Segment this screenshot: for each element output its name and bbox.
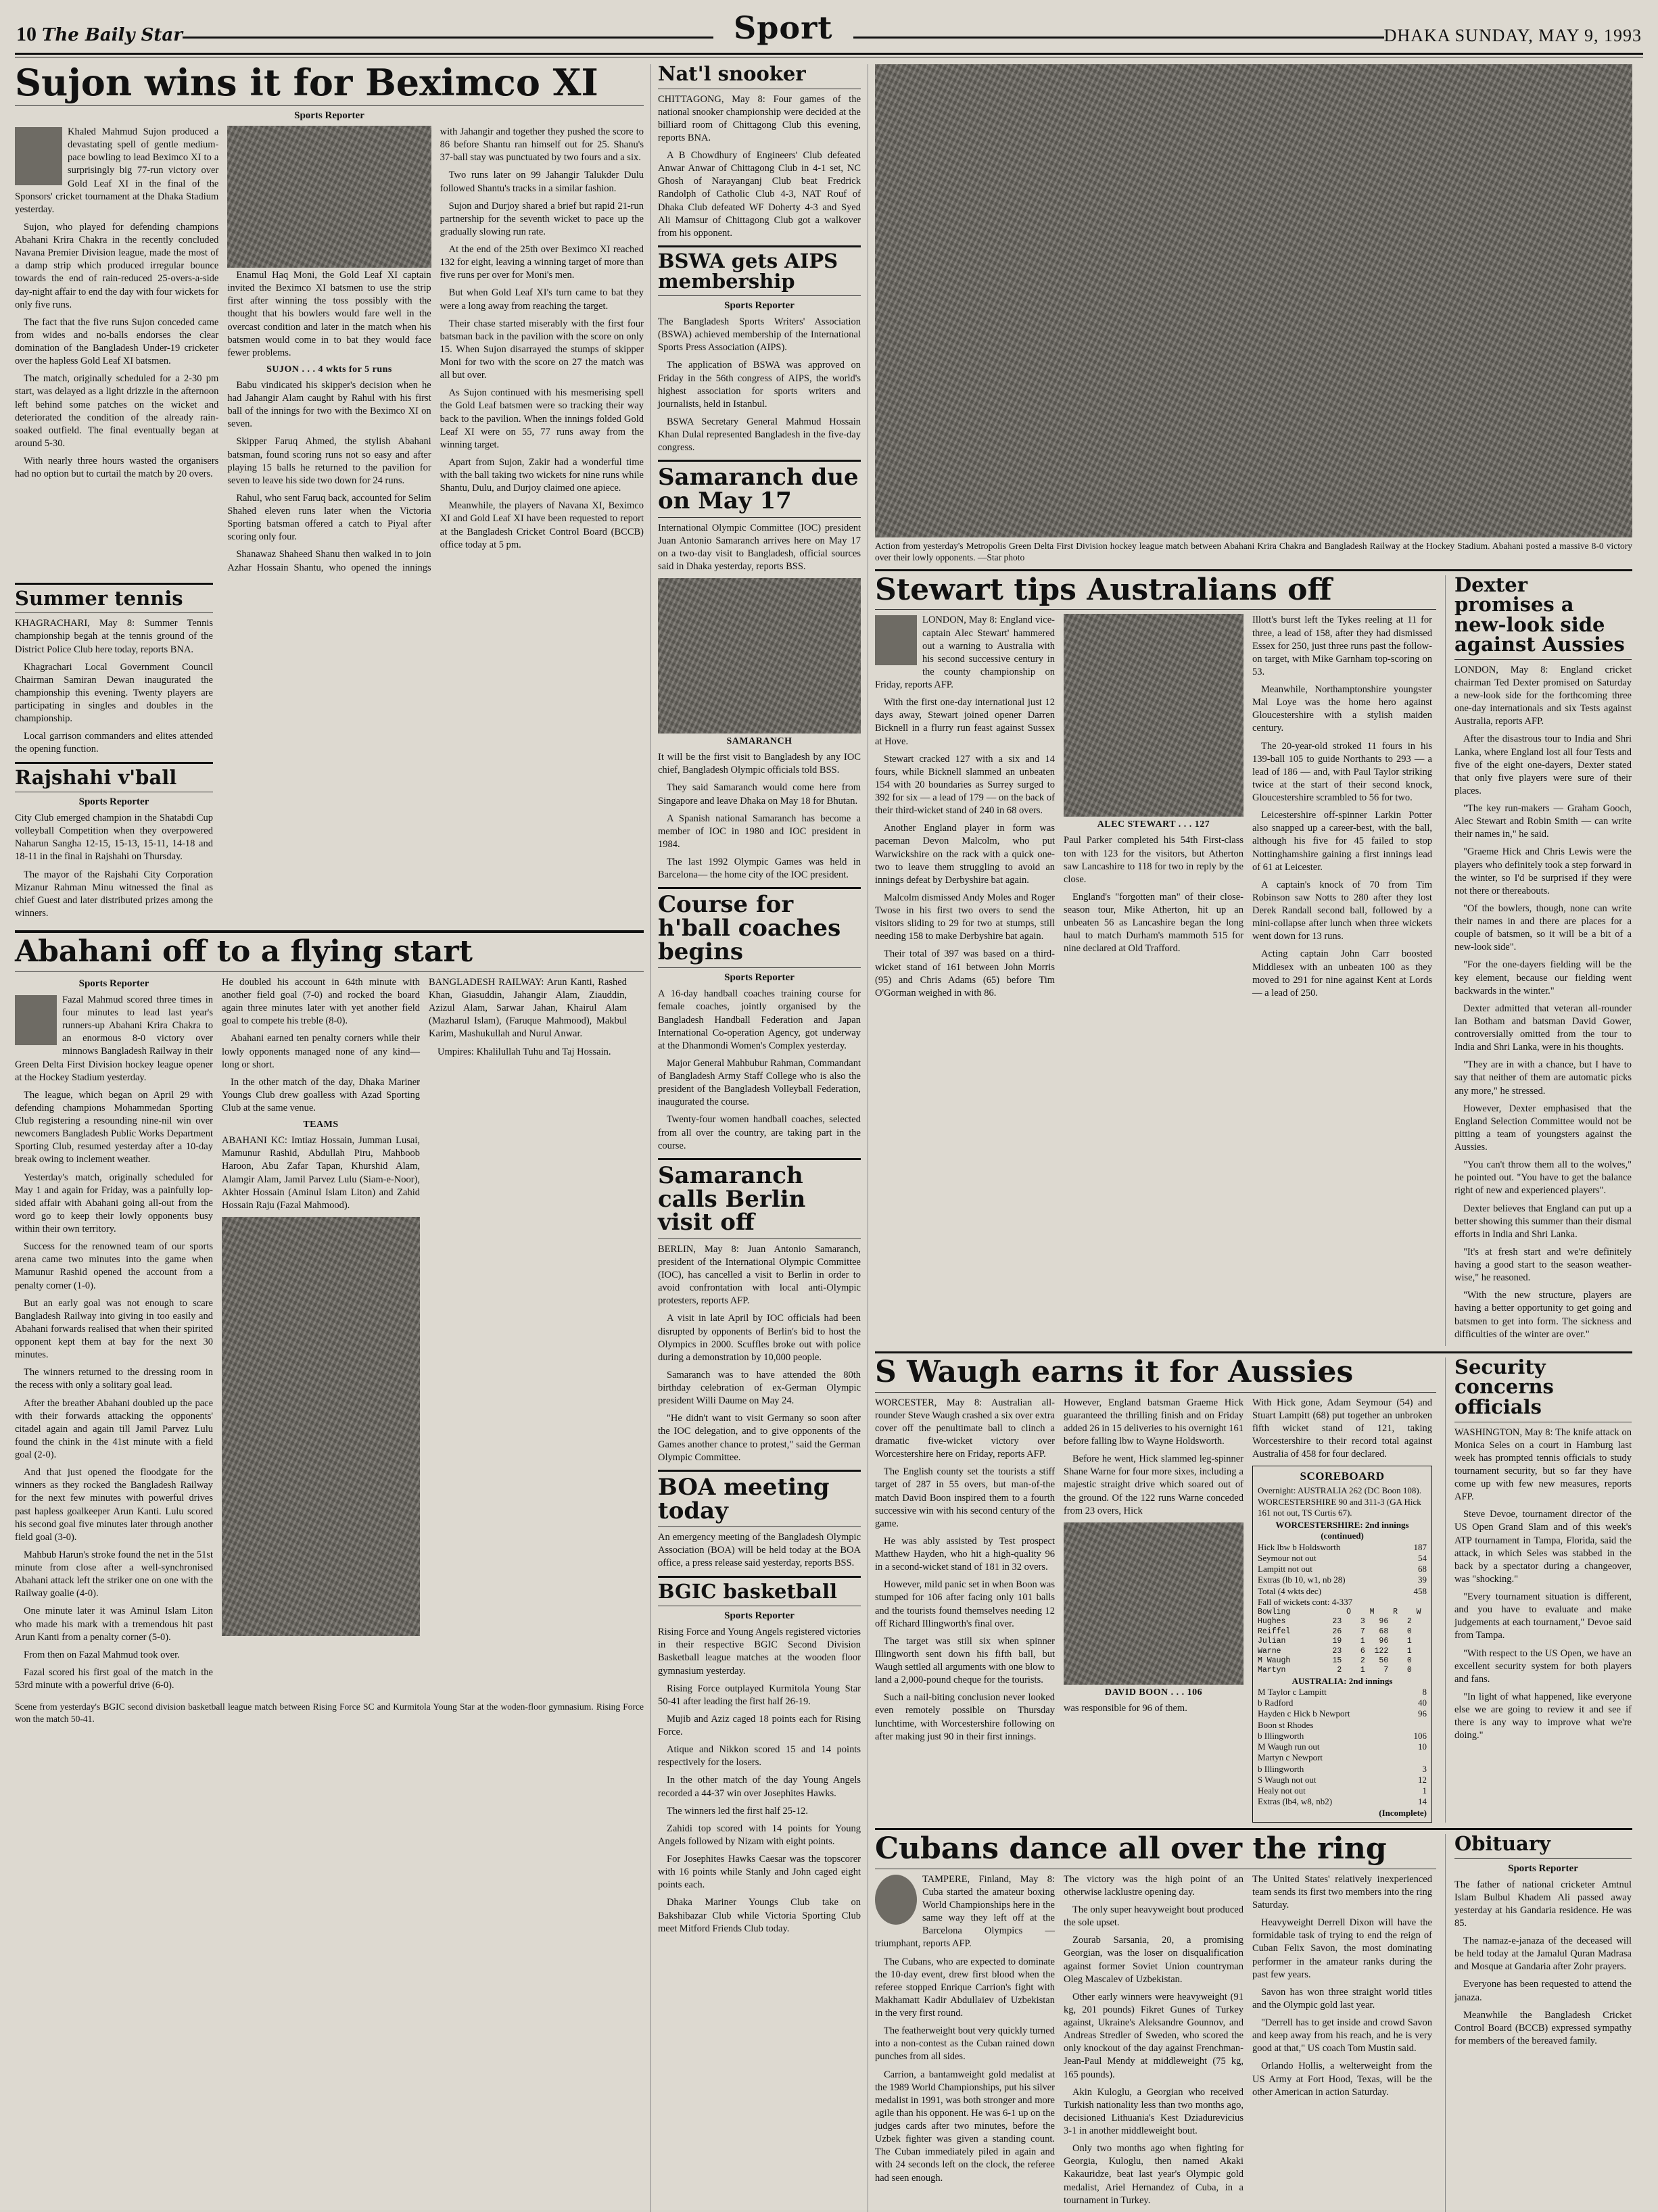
- abahani-byline: Sports Reporter: [78, 978, 149, 989]
- batting-name: Seymour not out: [1258, 1552, 1317, 1563]
- paragraph: Rising Force outplayed Kurmitola Young Star 50-41 after leading the first half 26-19.: [658, 1683, 861, 1707]
- paragraph: Meanwhile, the players of Navana XI, Beximco XI and Gold Leaf XI have been requested to report at the Bangladesh Cricket Control Board (BCCB) office today at 5 pm.: [440, 500, 644, 550]
- paragraph: BSWA Secretary General Mahmud Hossain Khan Dulal represented Bangladesh in the five-day congress.: [658, 416, 861, 454]
- dexter-headline: Dexter promises a new-look side against Aussies: [1454, 573, 1625, 656]
- hball-headline: Course for h'ball coaches begins: [658, 891, 841, 965]
- paragraph: Stewart cracked 127 with a six and 14 fours, while Bicknell slammed an unbeaten 154 with 20 boundaries as Surrey surged to 392 for six — a lead of 179 — on the back of their third-wicket stand of 240 in 68 overs.: [875, 753, 1055, 817]
- dexter-column: [1454, 575, 1632, 1346]
- basketball-photo-caption: Scene from yesterday's BGIC second division basketball league match between Rising Force SC and Kurmitola Young Star at the woden-floor gymnasium. Rising Force won the match 50-41.: [15, 1702, 644, 1724]
- section-title: Sport: [734, 9, 833, 46]
- bswa-headline: BSWA gets AIPS membership: [658, 249, 838, 293]
- paragraph: "With the new structure, players are having a better opportunity to get going and batsmen to get into form. The sickness and difficulties of the winter are over.": [1454, 1290, 1632, 1340]
- fall-of-wickets: Fall of wickets cont: 4-337: [1258, 1596, 1353, 1607]
- paragraph: For Josephites Hawks Caesar was the topscorer with 16 points while Stanly and John caged eight points each.: [658, 1854, 861, 1891]
- paragraph: The father of national cricketer Amtnul Islam Bulbul Khadem Ali passed away yesterday at his Gandaria residence. He was 85.: [1454, 1879, 1632, 1929]
- paragraph: Acting captain John Carr boosted Middlesex with an unbeaten 100 as they moved to 291 for nine against Kent at Lords — a lead of 250.: [1252, 948, 1432, 999]
- paragraph: "Every tournament situation is different, and you have to evaluate and make judgements at each tournament," Devoe said from Tampa.: [1454, 1591, 1632, 1641]
- paragraph: WASHINGTON, May 8: The knife attack on Monica Seles on a court in Hamburg last week has prompted tennis officials to study tournament security, but so far they have come up with few new measures, reports AFP.: [1454, 1426, 1632, 1503]
- paper-name: The Baily Star: [42, 25, 183, 45]
- paragraph: The target was still six when spinner Illingworth sent down his fifth ball, but Waugh settled all arguments with one blow to land a 2,000-pound cheque for the tourists.: [875, 1635, 1055, 1686]
- masthead-left: [16, 23, 183, 46]
- cubans-headline: Cubans dance all over the ring: [875, 1831, 1387, 1866]
- paragraph: Atique and Nikkon scored 15 and 14 points respectively for the losers.: [658, 1744, 861, 1769]
- paragraph: A visit in late April by IOC officials had been disrupted by opponents of Berlin's bid to host the Olympics in 2000. Scuffles broke out with police during a demonstration by 10,000 people.: [658, 1313, 861, 1363]
- column-4: [658, 64, 861, 2212]
- batting-name: Healy not out: [1258, 1785, 1306, 1796]
- paragraph: A Spanish national Samaranch has become a member of IOC in 1980 and IOC president in 1984.: [658, 813, 861, 850]
- batting-score: [1423, 1720, 1427, 1731]
- paragraph: The league, which began on April 29 with defending champions Mohammedan Sporting Club registering a resounding nine-nil win over newcomers Bangladesh Public Works Department Sporting Club, resumed yesterday after a 10-day break owing to inclement weather.: [15, 1089, 213, 1165]
- scoreboard-total: (Incomplete): [1379, 1807, 1427, 1818]
- paragraph: Before he went, Hick slammed leg-spinner Shane Warne for four more sixes, including a majestic straight drive which soared out of the ground. Of the 122 runs Warne conceded from 23 overs, Hick: [1064, 1453, 1244, 1516]
- basketball-photo: [222, 1217, 420, 1636]
- paragraph: The Bangladesh Sports Writers' Association (BSWA) achieved membership of the International Sports Press Association (AIPS).: [658, 316, 861, 354]
- paragraph: The only super heavyweight bout produced the sole upset.: [1064, 1904, 1244, 1929]
- paragraph: Rising Force and Young Angels registered victories in their respective BGIC Second Division Basketball league matches at the wooden floor gymnasium yesterday.: [658, 1627, 861, 1677]
- aus-innings-header: AUSTRALIA: 2nd innings: [1292, 1675, 1393, 1686]
- paragraph: Babu vindicated his skipper's decision when he had Jahangir Alam caught by Rahul with his first ball of the innings for two with the Beximco XI on seven.: [227, 379, 431, 430]
- masthead: [0, 0, 1658, 50]
- paragraph: After the breather Abahani doubled up the pace with their forwards attacking the opponents' citadel again and again till Jamil Parvez Lulu found the chink in the 41st minute with a field goal (2-0).: [15, 1397, 213, 1461]
- paragraph: However, Dexter emphasised that the England Selection Committee would not be pitting a team of youngsters against the Aussies.: [1454, 1103, 1632, 1153]
- stewart-headline: Stewart tips Australians off: [875, 572, 1332, 607]
- stewart-photo-caption: ALEC STEWART . . . 127: [1097, 819, 1210, 830]
- paragraph: But an early goal was not enough to scare Bangladesh Railway into giving in too easily and Abahani forwards realised that when their spirited opponent kept them at bay for the next 30 minutes.: [15, 1297, 213, 1361]
- batting-name: b Radford: [1258, 1698, 1294, 1708]
- paragraph: "They are in with a chance, but I have to say that neither of them are automatic picks any more," he stressed.: [1454, 1059, 1632, 1097]
- abahani-headline: Abahani off to a flying start: [15, 934, 473, 969]
- batting-score: 3: [1422, 1763, 1427, 1774]
- paragraph: WORCESTER, May 8: Australian all-rounder Steve Waugh crashed a six over extra cover off the penultimate ball to clinch a dramatic five-wicket victory over Worcestershire here on Friday, reports AFP.: [875, 1397, 1055, 1460]
- paragraph: It will be the first visit to Bangladesh by any IOC chief, Bangladesh Olympic officials told BSS.: [658, 752, 861, 776]
- swaugh-headline: S Waugh earns it for Aussies: [875, 1354, 1354, 1389]
- samaranch-due-headline: Samaranch due on May 17: [658, 464, 859, 515]
- paragraph: With the first one-day international just 12 days away, Stewart joined opener Darren Bicknell in a flurry run feast against Sussex at Hove.: [875, 697, 1055, 747]
- paragraph: Zourab Sarsania, 20, a promising Georgian, was the loser on disqualification against former Soviet Union countryman Oleg Mascalev of Uzbekistan.: [1064, 1935, 1244, 1985]
- paragraph: "He didn't want to visit Germany so soon after the IOC delegation, and to give opponents of the Games another chance to protest," said the German Olympic Committee.: [658, 1413, 861, 1463]
- paragraph: Another England player in form was paceman Devon Malcolm, who put Warwickshire on the rack with a quick one-two to leave them struggling to avoid an innings defeat by Derbyshire bat again.: [875, 823, 1055, 886]
- masthead-rule: [15, 53, 1643, 55]
- paragraph: Two runs later on 99 Jahangir Talukder Dulu followed Shantu's tracks in a similar fashion.: [440, 170, 644, 194]
- samaranch-berlin-headline: Samaranch calls Berlin visit off: [658, 1161, 806, 1236]
- paragraph: Carrion, a bantamweight gold medalist at the 1989 World Championships, put his silver medalist in 1991, was both stronger and more agile than his opponent. He was 6-1 up on the judges cards after two minutes, before the Uzbek fighter was given a standing count. The Cuban immediately piled in again and with 24 seconds left on the clock, the referee had seen enough.: [875, 2069, 1055, 2184]
- paragraph: Dhaka Mariner Youngs Club take on Bakshibazar Club while Victoria Sporting Club meet Mitford Friends Club today.: [658, 1897, 861, 1934]
- page-number: 10: [16, 23, 37, 45]
- paragraph: In the other match of the day Young Angels recorded a 44-37 win over Josephites Hawks.: [658, 1775, 861, 1799]
- paragraph: City Club emerged champion in the Shatabdi Cup volleyball Competition when they overpowered Naharun Sangha 12-15, 15-13, 15-11, 14-18 and 18-11 in the final in Rajshahi on Thursday.: [15, 813, 213, 863]
- sujon-photo-caption: SUJON . . . 4 wkts for 5 runs: [266, 364, 392, 375]
- team-list: BANGLADESH RAILWAY: Arun Kanti, Rashed Khan, Giasuddin, Jahangir Alam, Ziauddin, Azizul Alam, Sarwar Jahan, Khairul Alam (Mazharul Islam), (Faruque Mahmood), Makbul Karim, Mashukullah and Nurul Anwar.: [429, 976, 627, 1040]
- paragraph: Yesterday's match, originally scheduled for May 1 and again for Friday, was a painfully lop-sided affair with Abahani going all-out from the word go to keep their lowly opponents busy within their own territory.: [15, 1172, 213, 1235]
- paragraph: Dexter admitted that veteran all-rounder Ian Botham and batsman David Gower, controversially omitted from the tour to India and Shri Lanka, were in his thoughts.: [1454, 1003, 1632, 1053]
- paragraph: However, mild panic set in when Boon was stumped for 106 after facing only 101 balls and the tourists found themselves needing 12 off Richard Illingworth's final over.: [875, 1579, 1055, 1629]
- paragraph: Mujib and Aziz caged 18 points each for Rising Force.: [658, 1713, 861, 1738]
- paragraph: Khaled Mahmud Sujon produced a devastating spell of gentle medium-pace bowling to lead Beximco XI to a surprisingly big 77-run victory over Gold Leaf XI in the final of the Sponsors' cricket tournament at the Dhaka Stadium yesterday.: [15, 126, 219, 215]
- batting-name: Boon st Rhodes: [1258, 1719, 1314, 1730]
- paragraph: The Cubans, who are expected to dominate the 10-day event, drew first blood when the referee stopped Enrique Carrion's fight with Makhamatt Kadir Abdullaiev of Uzbekistan in the very first round.: [875, 1956, 1055, 2019]
- batting-score: 8: [1422, 1686, 1427, 1697]
- hockey-photo: [875, 64, 1632, 537]
- paragraph: KHAGRACHARI, May 8: Summer Tennis championship begah at the tennis ground of the District Police Club here today, reports BNA.: [15, 618, 213, 655]
- bgic-headline: BGIC basketball: [658, 1579, 837, 1603]
- batting-name: M Taylor c Lampitt: [1258, 1686, 1327, 1697]
- paragraph: The featherweight bout very quickly turned into a non-contest as the Cuban rained down punches from all sides.: [875, 2025, 1055, 2063]
- paragraph: "Derrell has to get inside and crowd Savon and keep away from his reach, and he is very good at that," US coach Tom Mustin said.: [1252, 2017, 1432, 2054]
- sujon-body: [15, 126, 644, 575]
- paragraph: Malcolm dismissed Andy Moles and Roger Twose in his first two overs to send the visitors sliding to 29 for two at stumps, still needing 158 to make Derbyshire bat again.: [875, 892, 1055, 942]
- sujon-photo: [227, 126, 431, 268]
- scoreboard: [1252, 1466, 1432, 1823]
- rajshahi-headline: Rajshahi v'ball: [15, 765, 177, 789]
- batting-score: 40: [1418, 1698, 1427, 1708]
- dateline: DHAKA SUNDAY, MAY 9, 1993: [1383, 26, 1642, 45]
- batting-score: 106: [1413, 1730, 1427, 1741]
- paragraph: And that just opened the floodgate for the winners as they rocked the Bangladesh Railway for the next few minutes with powerful drives past hapless goalkeeper Arun Kanti. Lulu scored his second goal five minutes later through another field goal (3-0).: [15, 1467, 213, 1543]
- right-block: [875, 64, 1632, 2212]
- security-headline: Security concerns officials: [1454, 1355, 1554, 1418]
- paragraph: Only two months ago when fighting for Georgia, Kuloglu, then named Akaki Kakauridze, beat last year's Olympic gold medalist, Ariel Hernandez of Cuba, in a tournament in Turkey.: [1064, 2143, 1244, 2206]
- paragraph: Akin Kuloglu, a Georgian who received Turkish nationality less than two months ago, decisioned Lithuania's Kest Dziadurevicius 3-1 in another middleweight bout.: [1064, 2086, 1244, 2137]
- paragraph: Enamul Haq Moni, the Gold Leaf XI captain invited the Beximco XI batsmen to use the strip first after winning the toss possibly with the thought that his bowlers would fare well in the overcast condition and later in the match when his batsmen would come in to bat they would face fewer problems.: [227, 270, 431, 358]
- paragraph: The English county set the tourists a stiff target of 287 in 55 overs, but man-of-the match David Boon inspired them to a fourth successive win with his second century of the game.: [875, 1466, 1055, 1529]
- stewart-photo: [1064, 614, 1244, 817]
- paragraph: One minute later it was Aminul Islam Liton who made his mark with a tremendous hit past Arun Kanti from a penalty corner (5-0).: [15, 1606, 213, 1643]
- obituary-column: [1454, 1831, 1632, 2212]
- sujon-headline: Sujon wins it for Beximco XI: [15, 61, 598, 104]
- bowling-row: Warne 23 6 122 1: [1258, 1646, 1412, 1656]
- paragraph: Major General Mahbubur Rahman, Commandant of Bangladesh Army Staff College who is also the president of the Bangladesh Volleyball Federation, inaugurated the course.: [658, 1057, 861, 1108]
- cricket-bat-icon: [875, 615, 917, 665]
- paragraph: The winners led the first half 25-12.: [667, 1805, 808, 1817]
- batting-score: 68: [1418, 1564, 1427, 1574]
- boon-photo-caption: DAVID BOON . . . 106: [1104, 1687, 1203, 1698]
- paragraph: Fazal Mahmud scored three times in four minutes to lead last year's runners-up Abahani Krira Chakra to an enormous 8-0 victory over minnows Bangladesh Railway in their Green Delta First Division hockey league opener at the Hockey Stadium yesterday.: [15, 994, 213, 1083]
- paragraph: Their chase started miserably with the first four batsman back in the pavilion with the score on only 15. When Sujon disarrayed the stumps of skipper Moni for two with the score on 27 the match was all but over.: [440, 318, 644, 381]
- batting-score: 39: [1418, 1574, 1427, 1585]
- paragraph: Skipper Faruq Ahmed, the stylish Abahani batsman, found scoring runs not so easy and after playing 15 balls he returned to the pavilion for seven to leave his side two down for 24 runs.: [227, 436, 431, 486]
- paragraph: The winners returned to the dressing room in the recess with only a solitary goal lead.: [15, 1367, 213, 1391]
- scoreboard-title: SCOREBOARD: [1300, 1470, 1385, 1483]
- umpires: Umpires: Khalilullah Tuhu and Taj Hossain.: [437, 1046, 611, 1057]
- obituary-byline: Sports Reporter: [1508, 1862, 1578, 1874]
- summer-tennis-headline: Summer tennis: [15, 586, 183, 610]
- paragraph: Mahbub Harun's stroke found the net in the 51st minute from close after a well-synchronised Abahani attack left the striker one on one with the Railway goalie (4-0).: [15, 1549, 213, 1600]
- paragraph: A 16-day handball coaches training course for female coaches, jointly organised by the Bangladesh Handball Federation and Japan International Co-operation Agency, got underway at the Dhanmondi Women's Complex yesterday.: [658, 988, 861, 1051]
- batting-score: 54: [1418, 1552, 1427, 1563]
- paragraph: Orlando Hollis, a welterweight from the US Army at Fort Hood, Texas, will be the other American in action Saturday.: [1252, 2061, 1432, 2098]
- paragraph: Local garrison commanders and elites attended the opening function.: [15, 731, 213, 755]
- samaranch-photo-caption: SAMARANCH: [726, 736, 792, 747]
- sujon-byline: Sports Reporter: [294, 110, 364, 122]
- paragraph: Leicestershire off-spinner Larkin Potter also snapped up a career-best, with the ball, although his five for 45 failed to stop Nottinghamshire gaining a first innings lead of 61 at Leicester.: [1252, 810, 1432, 873]
- paragraph: was responsible for 96 of them.: [1064, 1702, 1187, 1714]
- paragraph: Abahani earned ten penalty corners while their lowly opponents managed none of any kind— long or short.: [222, 1033, 420, 1070]
- paragraph: The application of BSWA was approved on Friday in the 56th congress of AIPS, the world's highest association for sports writers and journalists, held in Istanbul.: [658, 360, 861, 410]
- paragraph: International Olympic Committee (IOC) president Juan Antonio Samaranch arrives here on May 17 on a two-day visit to Bangladesh, official sources said in Dhaka yesterday, reports BSS.: [658, 522, 861, 573]
- paragraph: Success for the renowned team of our sports arena came two minutes into the game when Mamunur Rashid opened the account from a penalty corner (1-0).: [15, 1241, 213, 1291]
- batting-name: Martyn c Newport: [1258, 1752, 1323, 1763]
- paragraph: Meanwhile the Bangladesh Cricket Control Board (BCCB) expressed sympathy for members of the bereaved family.: [1454, 2009, 1632, 2046]
- paragraph: "Of the bowlers, though, none can write their names in and there are places for a couple of batsmen, so it will be a bit of a new-look side".: [1454, 903, 1632, 953]
- batting-name: Extras (lb4, w8, nb2): [1258, 1796, 1333, 1807]
- obituary-headline: Obituary: [1454, 1831, 1550, 1855]
- batting-score: 187: [1413, 1541, 1427, 1552]
- paragraph: The 20-year-old stroked 11 fours in his 139-ball 105 to guide Northants to 293 — a lead of 186 — and, with Paul Taylor striking twice at the start of their second knock, Gloucestershire scrambled to 56 for two.: [1252, 740, 1432, 804]
- page-content: [0, 61, 1658, 2212]
- paragraph: Samaranch was to have attended the 80th birthday celebration of ex-German Olympic president Willi Daume on May 24.: [658, 1369, 861, 1407]
- paragraph: However, England batsman Graeme Hick guaranteed the thrilling finish and on Friday added 26 in 15 deliveries to his overnight 161 before falling lbw to Wayne Holdsworth.: [1064, 1397, 1244, 1447]
- cricket-icon: [15, 127, 62, 185]
- paragraph: Sujon, who played for defending champions Abahani Krira Chakra in the recently concluded Navana Premier Division league, made the most of a damp strip which produced irregular bounce towards the end of rain-reduced 25-overs-a-side day-night affair to end the day with four wickets for only five runs.: [15, 221, 219, 310]
- paragraph: The mayor of the Rajshahi City Corporation Mizanur Rahman Minu witnessed the final as chief Guest and later distributed prizes among the winners.: [15, 869, 213, 919]
- batting-score: 14: [1418, 1796, 1427, 1807]
- paragraph: With nearly three hours wasted the organisers had no option but to curtail the match by 20 overs.: [15, 456, 219, 480]
- paragraph: The last 1992 Olympic Games was held in Barcelona— the home city of the IOC president.: [658, 857, 861, 881]
- paragraph: The victory was the high point of an otherwise lacklustre opening day.: [1064, 1873, 1244, 1898]
- paragraph: An emergency meeting of the Bangladesh Olympic Association (BOA) will be held today at the BOA office, a press release said yesterday, reports BSS.: [658, 1532, 861, 1569]
- paragraph: A captain's knock of 70 from Tim Robinson saw Notts to 280 after they lost Derek Randall second ball, followed by a mini-collapse after lunch when three wickets went down for 13 runs.: [1252, 879, 1432, 942]
- hockey-icon: [15, 995, 57, 1045]
- paragraph: Such a nail-biting conclusion never looked even remotely possible on Thursday lunchtime, with Worcestershire following on after making just 90 in their first innings.: [875, 1692, 1055, 1742]
- paragraph: England's "forgotten man" of their close-season tour, Mike Atherton, hit up an unbeaten 56 as Lancashire began the long haul to match Durham's mammoth 515 for nine declared at Old Trafford.: [1064, 891, 1244, 955]
- paragraph: In the other match of the day, Dhaka Mariner Youngs Club drew goalless with Azad Sporting Club at the same venue.: [222, 1076, 420, 1114]
- paragraph: The namaz-e-janaza of the deceased will be held today at the Jamalul Quran Madrasa and Mosque at Gandaria after Zohr prayers.: [1454, 1936, 1632, 1973]
- paragraph: Fazal scored his first goal of the match in the 53rd minute with a powerful drive (6-0).: [15, 1666, 213, 1691]
- paragraph: Heavyweight Derrell Dixon will have the formidable task of trying to end the reign of Cuban Felix Savon, the most dominating performer in the amateur ranks during the past few years.: [1252, 1917, 1432, 1980]
- batting-name: M Waugh run out: [1258, 1741, 1320, 1752]
- batting-name: S Waugh not out: [1258, 1774, 1317, 1785]
- paragraph: The United States' relatively inexperienced team sends its first two members into the ring Saturday.: [1252, 1873, 1432, 1911]
- paragraph: They said Samaranch would come here from Singapore and leave Dhaka on May 18 for Bhutan.: [658, 782, 861, 807]
- batting-name: b Illingworth: [1258, 1730, 1304, 1741]
- batting-name: Hayden c Hick b Newport: [1258, 1708, 1350, 1719]
- paragraph: At the end of the 25th over Beximco XI reached 132 for eight, leaving a winning target of more than five runs per over for Moni's men.: [440, 244, 644, 281]
- bgic-byline: Sports Reporter: [724, 1610, 795, 1622]
- paragraph: Other early winners were heavyweight (91 kg, 201 pounds) Fikret Gunes of Turkey against, Ukraine's Aleksandre Gounnov, and Andreas Stredler of Sweden, who scored the only knockout of the day against Frenchman-Jean-Paul Mendy at middleweight (75 kg, 165 pounds).: [1064, 1991, 1244, 2080]
- bowling-row: Martyn 2 1 7 0: [1258, 1666, 1412, 1675]
- paragraph: "Graeme Hick and Chris Lewis were the players who definitely took a step forward in the winter, so I'd be surprised if they were not there or thereabouts.: [1454, 846, 1632, 896]
- scoreboard-line: Overnight: AUSTRALIA 262 (DC Boon 108). WORCESTERSHIRE 90 and 311-3 (GA Hick 161 not out, TS Curtis 67).: [1258, 1485, 1421, 1518]
- hockey-photo-caption: Action from yesterday's Metropolis Green Delta First Division hockey league match between Abahani Krira Chakra and Bangladesh Railway at the Hockey Stadium. Abahani posted a massive 8-0 victory over their lowly opponents. —Star photo: [875, 541, 1632, 563]
- boon-photo: [1064, 1522, 1244, 1685]
- bswa-byline: Sports Reporter: [724, 300, 795, 312]
- paragraph: "With respect to the US Open, we have an excellent security system for both players and fans.: [1454, 1648, 1632, 1685]
- paragraph: "It's at fresh start and we're definitely having a good start to the season weather-wise," he reasoned.: [1454, 1246, 1632, 1284]
- paragraph: Illott's burst left the Tykes reeling at 11 for three, a lead of 158, after they had dismissed Essex for 250, just three runs past the follow-on target, with Mike Garnham top-scoring on 53.: [1252, 615, 1432, 677]
- paragraph: He doubled his account in 64th minute with another field goal (7-0) and rocked the board again three minutes later with yet another field goal to compete his treble (8-0).: [222, 976, 420, 1027]
- paragraph: Dexter believes that England can put up a better showing this summer than their dismal efforts in India and Shri Lanka.: [1454, 1203, 1632, 1240]
- paragraph: Their total of 397 was based on a third-wicket stand of 161 between John Morris (95) and Chris Adams (65) before Tim O'Gorman weighed in with 86.: [875, 948, 1055, 999]
- bowling-header: Bowling O M R W: [1258, 1608, 1421, 1617]
- batting-name: Hick lbw b Holdsworth: [1258, 1541, 1341, 1552]
- batting-score: [1423, 1752, 1427, 1763]
- paragraph: TAMPERE, Finland, May 8: Cuba started the amateur boxing World Championships here in the same way they left off at the Barcelona Olympics — triumphant, reports AFP.: [875, 1873, 1055, 1950]
- paragraph: With Hick gone, Adam Seymour (54) and Stuart Lampitt (68) put together an unbroken fifth wicket stand of 121, taking Worcestershire to their record total against Australia of 458 for four declared.: [1252, 1397, 1432, 1460]
- batting-name: Lampitt not out: [1258, 1564, 1312, 1574]
- boxing-icon: [875, 1875, 917, 1925]
- paragraph: LONDON, May 8: England cricket chairman Ted Dexter promised on Saturday a new-look side for the forthcoming three one-day internationals and six Tests against Australia, reports AFP.: [1454, 664, 1632, 727]
- paragraph: "For the one-dayers fielding will be the key element, because our fielding went backwards in the winter.": [1454, 959, 1632, 996]
- paragraph: The match, originally scheduled for a 2-30 pm start, was delayed as a light drizzle in the afternoon left behind some patches on the wicket and deteriorated the condition of the already rain-soaked outfield. The final eventually began at around 5-30.: [15, 373, 219, 449]
- batting-score: 96: [1418, 1708, 1427, 1719]
- paragraph: Sujon and Durjoy shared a brief but rapid 21-run partnership for the seventh wicket to pace up the gradually slowing run rate.: [440, 200, 644, 237]
- bowling-row: Hughes 23 3 96 2: [1258, 1617, 1412, 1627]
- paragraph: Everyone has been requested to attend the janaza.: [1454, 1979, 1632, 2003]
- paragraph: Paul Parker completed his 54th First-class ton with 123 for the visitors, but Atherton saw Lancashire to 118 for two in reply by the close.: [1064, 835, 1244, 885]
- paragraph: CHITTAGONG, May 8: Four games of the national snooker championship were decided at the billiard room of Chittagong Club this evening, reports BNA.: [658, 93, 861, 143]
- scoreboard-line: WORCESTERSHIRE: 2nd innings (continued): [1275, 1520, 1409, 1541]
- teams-title: TEAMS: [303, 1120, 339, 1130]
- paragraph: BERLIN, May 8: Juan Antonio Samaranch, president of the International Olympic Committee (IOC), has cancelled a visit to Berlin in order to avoid confrontation with local anti-Olympic protesters, reports AFP.: [658, 1243, 861, 1307]
- paragraph: Twenty-four women handball coaches, selected from all over the country, are taking part in the course.: [658, 1114, 861, 1151]
- paragraph: Apart from Sujon, Zakir had a wonderful time with the ball taking two wickets for nine runs while Shantu, Dulu, and Durjoy claimed one apiece.: [440, 456, 644, 494]
- bowling-row: Reiffel 26 7 68 0: [1258, 1627, 1412, 1636]
- batting-name: Total (4 wkts dec): [1258, 1585, 1322, 1596]
- paragraph: But when Gold Leaf XI's turn came to bat they were a long away from reaching the target.: [440, 287, 644, 312]
- paragraph: The fact that the five runs Sujon conceded came from wides and no-balls endorses the clear domination of the Bangladesh Under-19 cricketer over the hapless Gold Leaf XI batsmen.: [15, 316, 219, 367]
- paragraph: Zahidi top scored with 14 points for Young Angels followed by Nizam with eight points.: [658, 1823, 861, 1847]
- paragraph: From then on Fazal Mahmud took over.: [24, 1649, 180, 1660]
- batting-score: 10: [1418, 1741, 1427, 1752]
- paragraph: He was ably assisted by Test prospect Matthew Hayden, who hit a high-quality 96 in a second-wicket stand of 181 in 32 overs.: [875, 1535, 1055, 1573]
- batting-name: Extras (lb 10, w1, nb 28): [1258, 1574, 1346, 1585]
- rajshahi-byline: Sports Reporter: [78, 796, 149, 808]
- samaranch-photo: [658, 578, 861, 734]
- paragraph: "In light of what happened, like everyone else we are going to review it and see if there is any way to improve what we're doing.": [1454, 1691, 1632, 1741]
- bowling-row: Julian 19 1 96 1: [1258, 1637, 1412, 1646]
- paragraph: After the disastrous tour to India and Shri Lanka, where England lost all four Tests and five of the eight one-dayers, Dexter stated that only five players were sure of their places.: [1454, 734, 1632, 796]
- batting-score: 1: [1422, 1785, 1427, 1796]
- boa-headline: BOA meeting today: [658, 1473, 830, 1524]
- paragraph: Savon has won three straight world titles and the Olympic gold last year.: [1252, 1986, 1432, 2011]
- paragraph: Shanawaz Shaheed Shanu then walked in to join Azhar Hossain Shantu, who opened the innings with Jahangir and together they pushed the score to 86 before Shantu ran himself out for 25. Shanu's 37-ball stay was punctuated by two fours and a six.: [227, 126, 644, 573]
- paragraph: Khagrachari Local Government Council Chairman Samiran Dewan inaugurated the championship this evening. Twenty players are participating in singles and doubles in the championship.: [15, 661, 213, 725]
- paragraph: "The key run-makers — Graham Gooch, Alec Stewart and Robin Smith — can write their names in," he said.: [1454, 803, 1632, 840]
- natl-snooker-headline: Nat'l snooker: [658, 62, 806, 85]
- batting-score: 458: [1413, 1585, 1427, 1596]
- paragraph: Rahul, who sent Faruq back, accounted for Selim Shahed eleven runs later when the Victoria Sporting batsman offered a catch to Piyal after scoring only four.: [227, 492, 431, 543]
- left-block: [15, 61, 644, 2212]
- batting-score: 12: [1418, 1774, 1427, 1785]
- hball-byline: Sports Reporter: [724, 972, 795, 984]
- paragraph: "You can't throw them all to the wolves," he pointed out. "You have to get the balance right of new and experienced players".: [1454, 1159, 1632, 1197]
- paragraph: Meanwhile, Northamptonshire youngster Mal Loye was the home hero against Gloucestershire with a stylish maiden century.: [1252, 684, 1432, 734]
- batting-name: b Illingworth: [1258, 1763, 1304, 1774]
- security-column: [1454, 1357, 1632, 1823]
- paragraph: Steve Devoe, tournament director of the US Open Grand Slam and of this week's ATP tournament in Tampa, Florida, said the attack, in which Seles was stabbed in the back by a spectator during a changeover, was "shocking.": [1454, 1509, 1632, 1585]
- paragraph: A B Chowdhury of Engineers' Club defeated Anwar Anwar of Chittagong Club in 4-1 set, NC Ghosh of Narayanganj Club beat Fredrick Randolph of Catholic Club 4-3, NAT Rouf of Dhaka Club defeated WF Doherty 4-3 and Syed Ali Mamsur of Chittagong Club got a walkover from his opponent.: [658, 150, 861, 239]
- bowling-row: M Waugh 15 2 50 0: [1258, 1656, 1412, 1665]
- team-list: ABAHANI KC: Imtiaz Hossain, Jumman Lusai, Mamunur Rashid, Abdullah Piru, Mahboob Haroon, Abu Zafar Tapan, Khurshid Alam, Alamgir Alam, Jamil Parvez Lulu (Siam-e-Noor), Akhter Hossain (Aminul Islam Liton) and Zahid Hossain Raju (Fazal Mahmood).: [222, 1135, 420, 1211]
- paragraph: As Sujon continued with his mesmerising spell the Gold Leaf batsmen were so tracking their way back to the pavilion. When the innings folded Gold Leaf XI were on 55, 77 runs away from the winning target.: [440, 387, 644, 450]
- paragraph: LONDON, May 8: England vice-captain Alec Stewart' hammered out a warning to Australia with his second successive century in the county championship on Friday, reports AFP.: [875, 615, 1055, 691]
